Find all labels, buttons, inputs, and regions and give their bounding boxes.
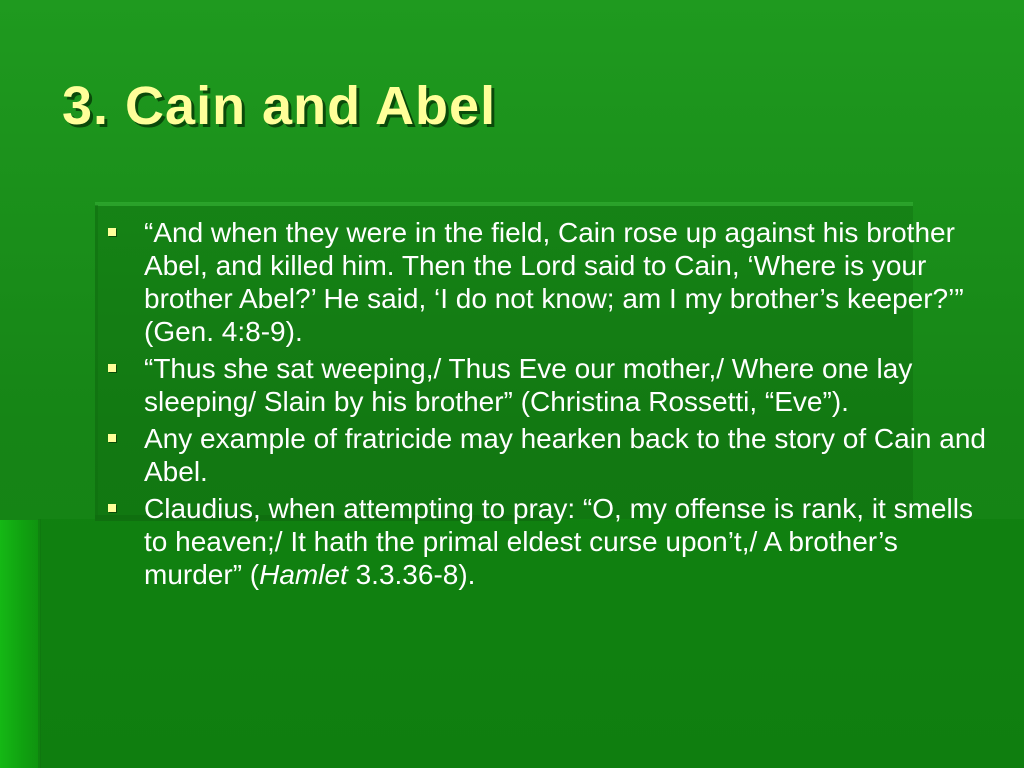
bullet-item bbox=[108, 422, 988, 488]
square-bullet-icon bbox=[108, 434, 116, 442]
bullet-list bbox=[108, 216, 988, 595]
bullet-item bbox=[108, 352, 988, 418]
decorative-left-panel bbox=[0, 520, 40, 768]
work-title-italic: Hamlet bbox=[259, 559, 348, 590]
bullet-item bbox=[108, 216, 988, 348]
bullet-text-before: Claudius, when attempting to pray: “O, my offense is rank, it smells to heaven;/ It hath the primal eldest curse upon’t,/ A brother’s murder” ( bbox=[144, 493, 973, 590]
bullet-text bbox=[144, 492, 988, 591]
bullet-text: “And when they were in the field, Cain rose up against his brother Abel, and killed him. Then the Lord said to Cain, ‘Where is your brother Abel?’ He said, ‘I do not know; am I my brother’s keeper?’” (Gen. 4:8-9). bbox=[144, 217, 964, 347]
decorative-top-rule bbox=[95, 202, 913, 206]
bullet-item bbox=[108, 492, 988, 591]
square-bullet-icon bbox=[108, 228, 116, 236]
square-bullet-icon bbox=[108, 364, 116, 372]
bullet-text-after: 3.3.36-8). bbox=[347, 559, 476, 590]
decorative-vertical-rule bbox=[95, 205, 98, 520]
bullet-text: “Thus she sat weeping,/ Thus Eve our mother,/ Where one lay sleeping/ Slain by his brother” (Christina Rossetti, “Eve”). bbox=[144, 353, 913, 417]
decorative-vertical-rule-lower bbox=[38, 519, 41, 768]
bullet-text: Any example of fratricide may hearken back to the story of Cain and Abel. bbox=[144, 423, 986, 487]
square-bullet-icon bbox=[108, 504, 116, 512]
slide-title: 3. Cain and Abel bbox=[62, 76, 497, 136]
